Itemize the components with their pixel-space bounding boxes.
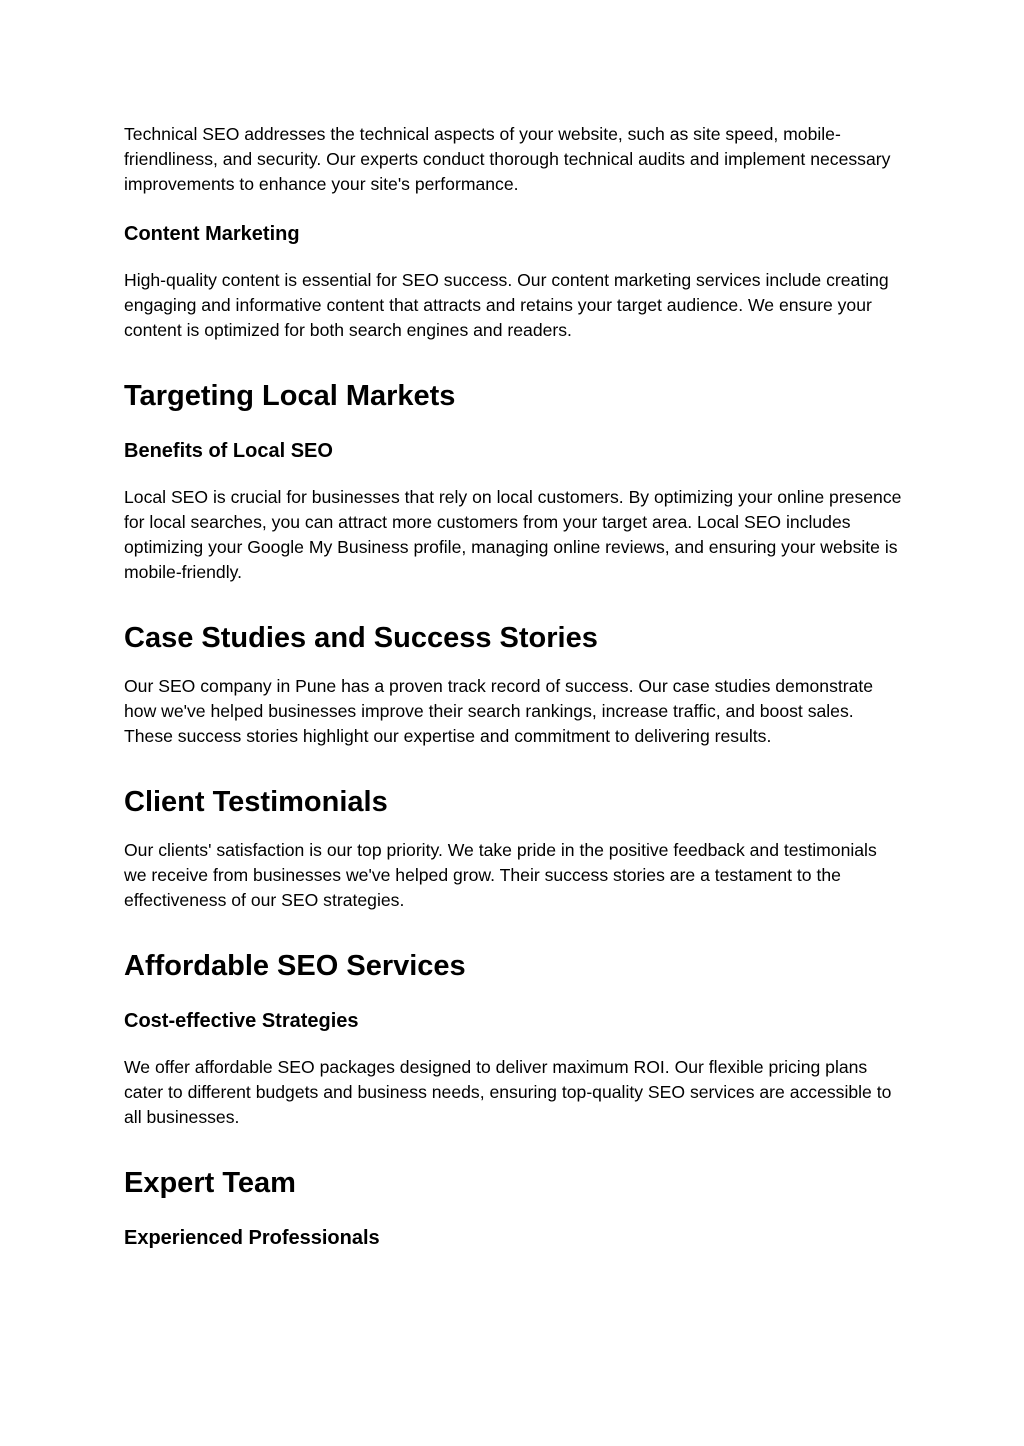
local-markets-heading: Targeting Local Markets [124, 380, 456, 412]
case-studies-paragraph: Our SEO company in Pune has a proven track record of success. Our case studies demonstrate how we've helped businesses improve their search rankings, increase traffic, and boost sales. These success stories highlight our expertise and commitment to delivering results. [124, 676, 874, 746]
cost-effective-heading: Cost-effective Strategies [124, 1010, 359, 1032]
experienced-professionals-heading: Experienced Professionals [124, 1227, 380, 1249]
affordable-heading: Affordable SEO Services [124, 950, 466, 982]
document-page [124, 122, 904, 1251]
affordable-paragraph: We offer affordable SEO packages designed to deliver maximum ROI. Our flexible pricing plans cater to different budgets and business needs, ensuring top-quality SEO services are accessible to all businesses. [124, 1057, 892, 1127]
technical-seo-paragraph: Technical SEO addresses the technical aspects of your website, such as site speed, mobile-friendliness, and security. Our experts conduct thorough technical audits and implement necessary improvements to enhance your site's performance. [124, 124, 891, 194]
local-seo-paragraph: Local SEO is crucial for businesses that rely on local customers. By optimizing your online presence for local searches, you can attract more customers from your target area. Local SEO includes optimizing your Google My Business profile, managing online reviews, and ensuring your website is mobile-friendly. [124, 487, 902, 582]
testimonials-heading: Client Testimonials [124, 786, 388, 818]
expert-team-heading: Expert Team [124, 1167, 296, 1199]
case-studies-heading: Case Studies and Success Stories [124, 622, 598, 654]
content-marketing-paragraph: High-quality content is essential for SEO success. Our content marketing services include creating engaging and informative content that attracts and retains your target audience. We ensure your content is optimized for both search engines and readers. [124, 270, 889, 340]
testimonials-paragraph: Our clients' satisfaction is our top priority. We take pride in the positive feedback and testimonials we receive from businesses we've helped grow. Their success stories are a testament to the effectiveness of our SEO strategies. [124, 840, 877, 910]
local-seo-benefits-heading: Benefits of Local SEO [124, 440, 333, 462]
content-marketing-heading: Content Marketing [124, 223, 300, 245]
